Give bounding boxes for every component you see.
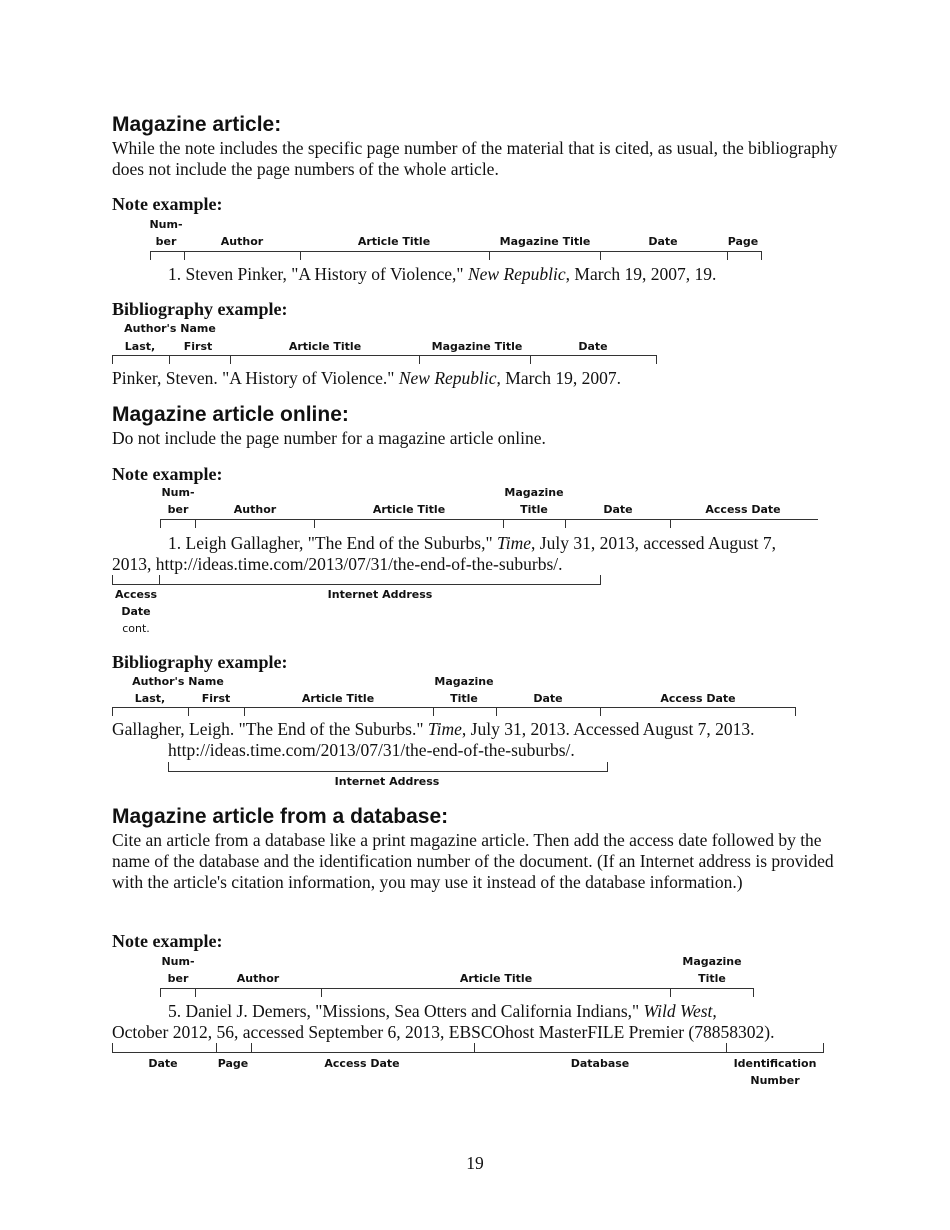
label-page: Page <box>727 235 759 248</box>
bibliography-citation: Pinker, Steven. "A History of Violence." New Republic, March 19, 2007. <box>112 368 621 388</box>
label-author: Author <box>233 503 277 516</box>
label-article-title: Article Title <box>459 972 533 985</box>
label-internet-address: Internet Address <box>334 775 440 788</box>
magazine-title-italic: Time <box>427 719 462 739</box>
label-magazine-part1: Magazine <box>504 486 564 499</box>
label-magazine-title: Magazine Title <box>499 235 591 248</box>
bibliography-citation-line1: Gallagher, Leigh. "The End of the Suburbs." Time, July 31, 2013. Accessed August 7, 2013. <box>112 719 755 739</box>
note-example-heading: Note example: <box>112 194 223 214</box>
label-access-part2: Date <box>121 605 151 618</box>
label-access-part3: cont. <box>122 622 150 635</box>
label-date: Date <box>533 692 563 705</box>
label-access-part1: Access <box>114 588 158 601</box>
label-article-title: Article Title <box>357 235 431 248</box>
label-magazine-part1: Magazine <box>682 955 742 968</box>
label-magazine-part2: Title <box>520 503 548 516</box>
label-date: Date <box>603 503 633 516</box>
note-citation-line2: October 2012, 56, accessed September 6, 2013, EBSCOhost MasterFILE Premier (78858302). <box>112 1022 775 1042</box>
note-citation: 1. Steven Pinker, "A History of Violence," New Republic, March 19, 2007, 19. <box>168 264 717 284</box>
label-internet-address: Internet Address <box>327 588 433 601</box>
label-database: Database <box>570 1057 630 1070</box>
note-citation-line1: 5. Daniel J. Demers, "Missions, Sea Otters and California Indians," Wild West, <box>168 1001 717 1021</box>
paragraph-magazine-article-database: Cite an article from a database like a print magazine article. Then add the access date followed by the name of the database and the identification number of the document. (If an Internet address is provided with the article's citation information, you may use it instead of the database information.) <box>112 830 834 892</box>
label-authors-name: Author's Name <box>124 322 216 335</box>
bibliography-example-heading: Bibliography example: <box>112 299 288 319</box>
note-example-heading: Note example: <box>112 464 223 484</box>
label-identification-part2: Number <box>750 1074 800 1087</box>
magazine-title-italic: Wild West, <box>643 1001 717 1021</box>
label-number-part2: ber <box>167 503 189 516</box>
bibliography-citation-line2: http://ideas.time.com/2013/07/31/the-end-of-the-suburbs/. <box>168 740 575 760</box>
label-magazine-part1: Magazine <box>434 675 494 688</box>
heading-magazine-article: Magazine article: <box>112 113 282 136</box>
label-page: Page <box>217 1057 249 1070</box>
label-magazine-title: Magazine Title <box>431 340 523 353</box>
paragraph-magazine-article-online: Do not include the page number for a magazine article online. <box>112 428 546 448</box>
label-author: Author <box>220 235 264 248</box>
label-magazine-part2: Title <box>698 972 726 985</box>
label-number-part2: ber <box>167 972 189 985</box>
label-article-title: Article Title <box>372 503 446 516</box>
page-number: 19 <box>466 1153 484 1173</box>
label-date: Date <box>148 1057 178 1070</box>
label-article-title: Article Title <box>301 692 375 705</box>
label-number-part1: Num- <box>161 955 195 968</box>
label-authors-name: Author's Name <box>132 675 224 688</box>
label-date: Date <box>648 235 678 248</box>
note-example-heading: Note example: <box>112 931 223 951</box>
label-last: Last, <box>124 340 156 353</box>
label-first: First <box>201 692 231 705</box>
label-number-part1: Num- <box>161 486 195 499</box>
label-article-title: Article Title <box>288 340 362 353</box>
note-citation-line2: 2013, http://ideas.time.com/2013/07/31/the-end-of-the-suburbs/. <box>112 554 563 574</box>
heading-magazine-article-online: Magazine article online: <box>112 403 349 426</box>
label-access-date: Access Date <box>324 1057 400 1070</box>
magazine-title-italic: Time <box>497 533 532 553</box>
magazine-title-italic: New Republic <box>467 264 566 284</box>
label-first: First <box>183 340 213 353</box>
paragraph-magazine-article: While the note includes the specific page number of the material that is cited, as usual, the bibliography does not include the page numbers of the whole article. <box>112 138 838 179</box>
label-access-date: Access Date <box>660 692 736 705</box>
label-number-part1: Num- <box>149 218 183 231</box>
label-last: Last, <box>134 692 166 705</box>
label-identification-part1: Identification <box>733 1057 817 1070</box>
magazine-title-italic: New Republic <box>398 368 497 388</box>
label-date: Date <box>578 340 608 353</box>
note-citation-line1: 1. Leigh Gallagher, "The End of the Suburbs," Time, July 31, 2013, accessed August 7, <box>168 533 777 553</box>
label-access-date: Access Date <box>705 503 781 516</box>
label-magazine-part2: Title <box>450 692 478 705</box>
label-author: Author <box>236 972 280 985</box>
label-number-part2: ber <box>155 235 177 248</box>
bibliography-example-heading: Bibliography example: <box>112 652 288 672</box>
heading-magazine-article-database: Magazine article from a database: <box>112 805 449 828</box>
